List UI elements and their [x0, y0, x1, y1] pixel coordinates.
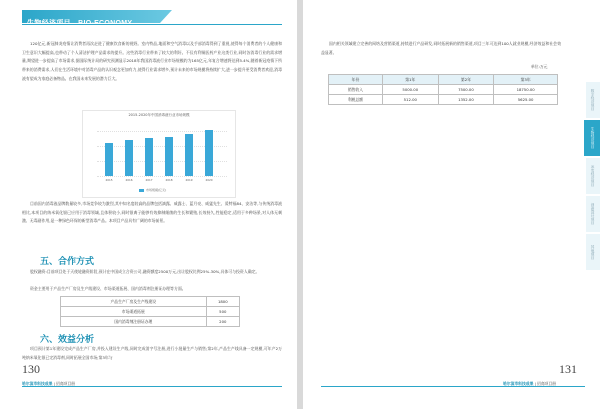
- table-cell: 500: [206, 307, 239, 317]
- tab-bio-economy[interactable]: 生物经济项目: [584, 120, 600, 156]
- market-size-chart: [82, 110, 236, 198]
- table-row: [329, 85, 558, 95]
- chart-bar: [205, 130, 213, 176]
- legend-swatch: [139, 189, 144, 192]
- chart-title: 2015-2020年中国消毒液行业市场规模: [128, 113, 190, 117]
- x-tick-label: 2015: [105, 178, 113, 182]
- tab-other-projects[interactable]: 其他项目: [586, 234, 600, 270]
- left-paragraph-5: 项目预计第1年建设完成产品生产厂房,并投入建设生产线,同时完成消字号注册,进行小批量生产与销售;第2年,产品生产线具备一定规模,可年产2万吨纳米氧化银已定消毒剂,同时拓展全国市场;第3年与: [22, 346, 282, 360]
- footer-sub: 招商项目册: [537, 381, 557, 386]
- table-row: [61, 307, 240, 317]
- table-header: 第2年: [438, 75, 494, 85]
- table-cell: 销售收入: [329, 85, 383, 95]
- tab-digital-economy[interactable]: 数字经济项目: [586, 82, 600, 118]
- footer-caption: 哈尔滨市科技成果 | 招商项目册: [503, 381, 557, 386]
- fund-use-table: [60, 296, 240, 327]
- right-paragraph-1: 国内相关领域建立完善的网络及营销渠道,持续进行产品研发,同时拓展新的销售渠道,项目三年可达到100人就业规模,经济效益和社会效益显著。: [321, 41, 561, 55]
- table-cell: 1800: [206, 297, 239, 307]
- table-cell: 7500.00: [438, 85, 494, 95]
- table-header-row: [329, 75, 558, 85]
- footer-org: 哈尔滨市科技成果: [503, 381, 534, 386]
- left-paragraph-1: 120亿元,新冠肺炎疫情让消费者再次走进了健康饮食新的视野。室内特品,地面和空气消毒以及手部消毒得到了重视,使得每个消费者的个人健康和卫生意识大幅提高,也带动了个人清洁护理产品需求的提升。这些消毒行业带来了较大的利好。不仅有利铜医药产业这类行业,同时各消毒行业的需求增量,期望进一步提高了市场需求,据国际统计局的研究预测显示2018年我国消毒液行业市场规模约为165亿元,年复合增速将达到5.4%,随着新冠疫情下所带来的消费需求,人们在生活环境中对消毒产品的认识观念更加有力,使得行业需求增多,预计未来的市场规模将持续扩大,进一步提升更受消费者欢迎,消毒液有望成为家庭必备物品。在我国未来发展的潜力巨大。: [22, 41, 282, 81]
- table-cell: 利税总额: [329, 95, 383, 105]
- right-page: [303, 0, 600, 409]
- table-header: 年份: [329, 75, 383, 85]
- chart-bar: [125, 140, 133, 176]
- section-benefit-heading: 六、效益分析: [40, 334, 95, 344]
- unit-label: 单位:万元: [531, 64, 548, 69]
- section-header: [22, 10, 172, 23]
- footer-caption: 哈尔滨市科技成果 | 招商项目册: [22, 381, 76, 386]
- benefit-table: [328, 74, 558, 105]
- table-cell: 5625.00: [494, 95, 558, 105]
- chapter-tabs: [586, 82, 600, 272]
- table-cell: 市场渠道拓展: [61, 307, 207, 317]
- x-tick-label: 2017: [145, 178, 153, 182]
- left-page: [0, 0, 297, 409]
- table-cell: 18750.00: [494, 85, 558, 95]
- footer-org: 哈尔滨市科技成果: [22, 381, 53, 386]
- table-row: [329, 95, 558, 105]
- legend-label: 市场规模(亿元): [146, 188, 167, 192]
- chart-bar: [165, 137, 173, 176]
- gridline-base: [97, 176, 227, 177]
- page-number: 130: [22, 362, 40, 376]
- table-row: [61, 317, 240, 327]
- tab-creative-design[interactable]: 创意设计项目: [586, 196, 600, 232]
- page-number: 131: [559, 362, 577, 376]
- x-tick-label: 2020: [205, 178, 213, 182]
- table-header: 第1年: [382, 75, 438, 85]
- chart-bar: [105, 143, 113, 176]
- table-cell: 200: [206, 317, 239, 327]
- chart-bar: [145, 138, 153, 176]
- left-paragraph-3: 股权融资:目前项目处于天使轮融资阶段,预计在中国成立合资公司,融资额度2500万元,出让股权比例25%-30%,具体可与投资人确定。: [30, 269, 260, 274]
- chart-bar: [185, 134, 193, 176]
- table-cell: 1352.00: [438, 95, 494, 105]
- x-tick-label: 2018: [165, 178, 173, 182]
- tab-ice-snow-economy[interactable]: 冰雪经济项目: [586, 158, 600, 194]
- table-cell: 5000.00: [382, 85, 438, 95]
- table-cell: 产品生产厂房及生产线建设: [61, 297, 207, 307]
- section-cooperation-heading: 五、合作方式: [40, 256, 95, 266]
- header-rule: [22, 24, 282, 25]
- x-tick-label: 2016: [125, 178, 133, 182]
- table-header: 第3年: [494, 75, 558, 85]
- footer-sub: 招商项目册: [56, 381, 76, 386]
- table-row: [61, 297, 240, 307]
- table-cell: 512.00: [382, 95, 438, 105]
- x-tick-label: 2019: [185, 178, 193, 182]
- left-paragraph-2: 目前国内消毒液品牌数量较多,市场竞争较为激烈,其中知名度较高的品牌包括滴露、威露士、蓝月亮、威猛先生、爱特福84、安洁等,与传统消毒液相比,本项目的纳米氧化银已应用于消毒领域,且体积较小,同时银离子能够有效抑制细菌的生长和繁殖,长效持久,性能稳定,适用于多种场景,对人体无刺激、无毒副作用,是一种绿色环保的新型消毒产品。本项目产品具有广阔的市场前景。: [22, 201, 282, 224]
- left-paragraph-4: 资金主要用于产品生产厂房及生产线建设、市场渠道拓展、国内消毒剂注册证办理等方面。: [30, 286, 186, 291]
- table-cell: 国内消毒剂注册证办理: [61, 317, 207, 327]
- chart-legend: [139, 188, 166, 192]
